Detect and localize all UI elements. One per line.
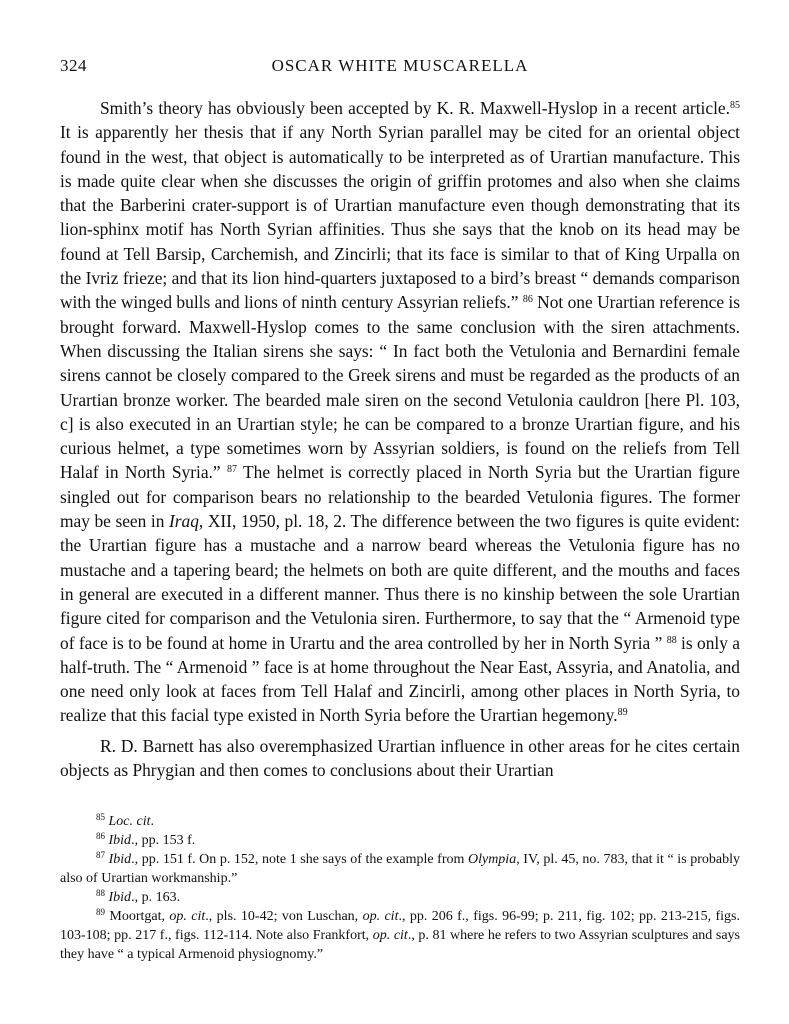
text-run: Ibid — [108, 852, 132, 868]
text-run: Not one Urartian reference is brought forward. Maxwell-Hyslop comes to the same conclusion with the siren attachments. When discussing the Italian sirens she says: “ In fact both the Vetulonia and Bernardini female sirens cannot be closely compared to the Greek sirens and must be regarded as the products of an Urartian bronze worker. The bearded male siren on the second Vetulonia cauldron [here Pl. 103, c] is also executed in an Urartian style; he can be compared to a bronze Urartian figure, and his curious helmet, a type sometimes worn by Assyrian soldiers, is found on the reliefs from Tell Halaf in North Syria.” — [60, 292, 740, 483]
footnote-86 — [60, 831, 740, 850]
footnote-89 — [60, 907, 740, 964]
page — [60, 56, 740, 964]
footnote-ref: 87 — [226, 464, 237, 476]
text-run: ., pp. 206 f., figs. 96-99; p. 211, fig. 102; pp. 213-215, figs. 103-108; pp. 217 f., figs. 112-114. Note also Frankfort, — [60, 909, 740, 944]
footnote-ref: 88 — [666, 634, 677, 646]
text-run: Smith’s theory has obviously been accepted by K. R. Maxwell-Hyslop in a recent article. — [100, 98, 730, 118]
page-header — [60, 56, 740, 82]
footnote-ref: 87 — [96, 850, 105, 861]
text-run: The helmet is correctly placed in North Syria but the Urartian figure singled out for comparison bears no relationship to the bearded Vetulonia figures. The former may be seen in — [60, 462, 740, 532]
text-run: Iraq — [168, 511, 199, 532]
text-run: is only a half-truth. The “ Armenoid ” face is at home throughout the Near East, Assyria, and Anatolia, and one need only look at faces from Tell Halaf and Zincirli, among other places in North Syria, to realize that this facial type existed in North Syria before the Urartian hegemony. — [60, 632, 740, 726]
footnote-ref: 88 — [96, 888, 105, 899]
text-run: , XII, 1950, pl. 18, 2. The difference between the two figures is quite evident: the Urartian figure has a mustache and a narrow beard whereas the Vetulonia figure has no mustache and a tapering beard; the helmets on both are quite different, and the mouths and faces in general are executed in a different manner. Thus there is no kinship between the sole Urartian figure cited for comparison and the Vetulonia siren. Furthermore, to say that the “ Armenoid type of face is to be found at home in Urartu and the area controlled by her in North Syria ” — [60, 511, 740, 653]
text-run: op. cit — [372, 928, 408, 944]
footnote-ref: 85 — [730, 100, 740, 111]
text-run: op. cit — [362, 909, 399, 925]
paragraph-1 — [60, 96, 740, 728]
footnote-ref: 85 — [96, 812, 105, 823]
text-run: Loc. cit — [108, 814, 151, 830]
text-run: It is apparently her thesis that if any North Syrian parallel may be cited for an oriental object found in the west, that object is automatically to be interpreted as of Urartian manufacture. This is made quite clear when she discusses the origin of griffin protomes and also when she claims that the Barberini crater-support is of Urartian manufacture even though demonstrating that its lion-sphinx motif has North Syrian affinities. Thus she says that the knob on its head may be found at Tell Barsip, Carchemish, and Zincirli; that its face is similar to that of King Urpalla on the Ivriz frieze; and that its lion hind-quarters juxtaposed to a bird’s breast “ demands comparison with the winged bulls and lions of ninth century Assyrian reliefs.” — [60, 122, 740, 313]
text-run: op. cit — [169, 909, 206, 925]
footnote-87 — [60, 850, 740, 888]
text-run: R. D. Barnett has also overemphasized Urartian influence in other areas for he cites certain objects as Phrygian and then comes to conclusions about their Urartian — [60, 735, 740, 781]
footnote-88 — [60, 888, 740, 907]
body-text — [60, 96, 740, 782]
footnote-ref: 86 — [522, 294, 533, 306]
text-run: Ibid — [108, 890, 132, 906]
text-run: ., p. 81 where he refers to two Assyrian sculptures and says they have “ a typical Armenoid physiognomy.” — [60, 928, 740, 963]
footnote-ref: 89 — [617, 707, 628, 719]
text-run: ., pp. 151 f. On p. 152, note 1 she says of the example from — [131, 852, 468, 868]
footnote-ref: 89 — [96, 907, 105, 918]
text-run: , IV, pl. 45, no. 783, that it “ is probably also of Urartian workmanship.” — [60, 852, 740, 887]
footnote-ref: 86 — [96, 831, 105, 842]
footnotes — [60, 812, 740, 964]
text-run: ., p. 163. — [131, 890, 181, 906]
footnote-85 — [60, 812, 740, 831]
text-run: Ibid — [108, 833, 132, 849]
paragraph-2 — [60, 734, 740, 783]
running-title: OSCAR WHITE MUSCARELLA — [271, 56, 529, 75]
text-run: ., pp. 153 f. — [131, 833, 196, 849]
page-number: 324 — [60, 56, 87, 75]
text-run: . — [150, 814, 154, 830]
text-run: Olympia — [467, 852, 517, 868]
text-run: ., pls. 10-42; von Luschan, — [205, 909, 363, 925]
text-run: Moortgat, — [105, 909, 170, 925]
